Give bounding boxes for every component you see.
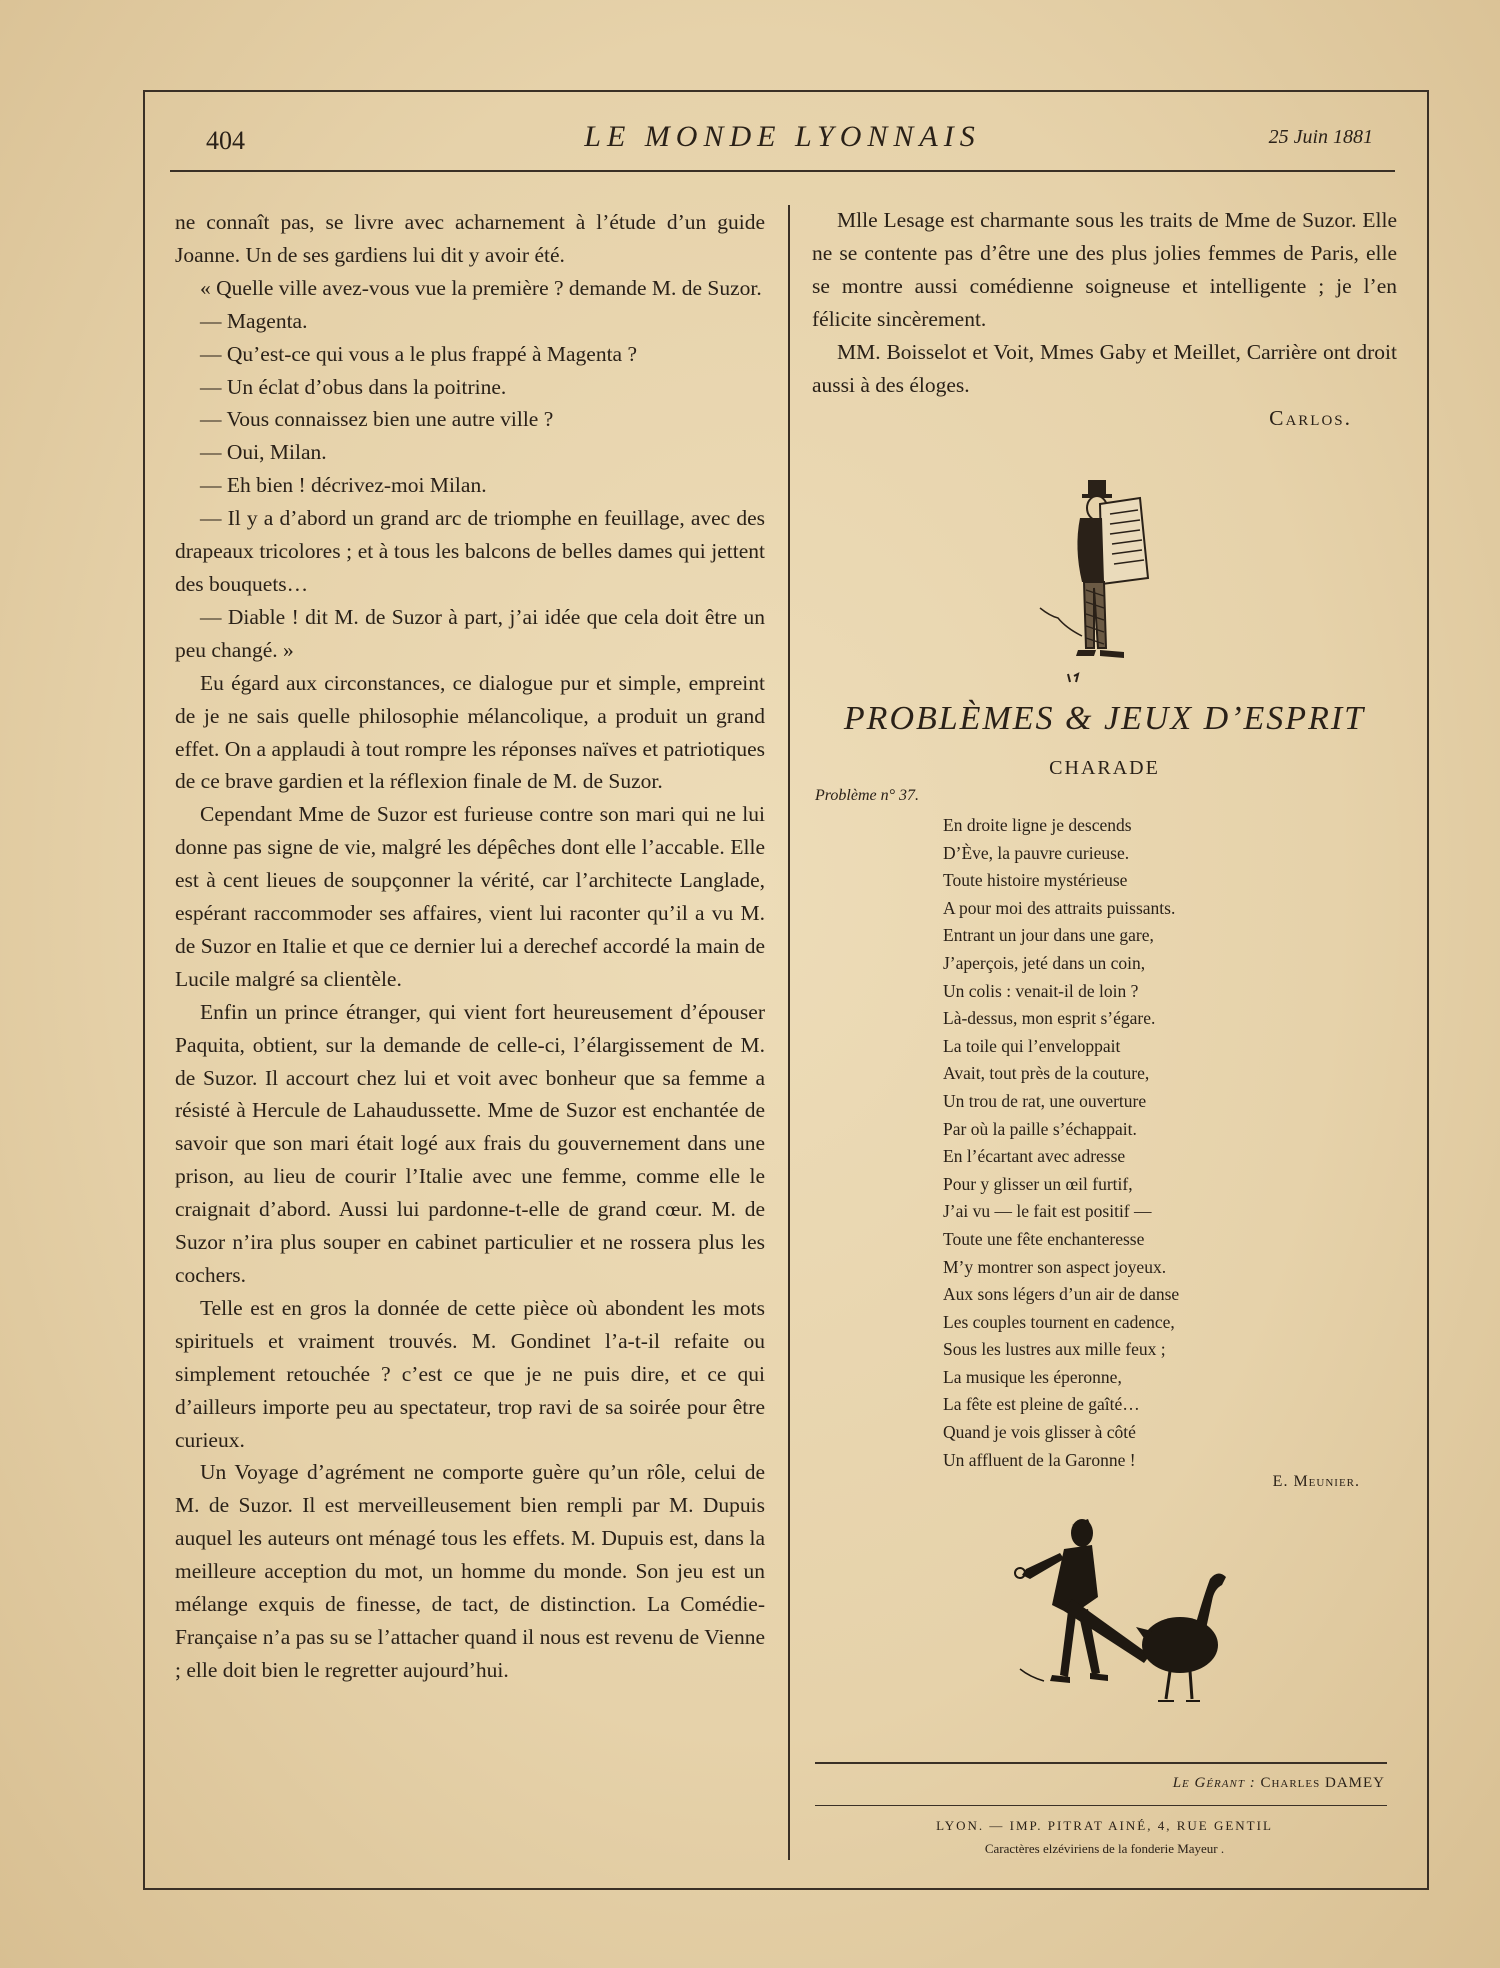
article-paragraph: — Oui, Milan. [200,440,327,465]
poem-line: Par où la paille s’échappait. [943,1118,1137,1139]
poem-line: Là-dessus, mon esprit s’égare. [943,1008,1156,1029]
footer-rule-thin [815,1805,1387,1806]
page-header [170,118,1395,172]
charade-title: CHARADE [1049,757,1160,779]
poem-line: Un affluent de la Garonne ! [943,1449,1136,1470]
poem-line: Quand je vois glisser à côté [943,1422,1136,1443]
column-divider [788,205,790,1860]
poem-line: A pour moi des attraits puissants. [943,897,1176,918]
footer-rule [815,1762,1387,1764]
problem-label: Problème n° 37. [815,787,920,804]
article-paragraph: Un Voyage d’agrément ne comporte guère qu’un rôle, celui de M. de Suzor. Il est merveilleusement bien rempli par M. Dupuis auquel les auteurs ont ménagé tous les effets. M. Dupuis est, dans la meilleure acception du mot, un homme du monde. Son jeu est un mélange exquis de finesse, de tact, de distinction. La Comédie-Française n’a pas su se l’attacher quand il nous est revenu de Vienne ; elle doit bien le regretter aujourd’hui. [175,1460,765,1682]
journal-title: LE MONDE LYONNAIS [584,120,981,153]
manager-credit [815,1775,1385,1792]
poem-line: D’Ève, la pauvre curieuse. [943,842,1130,863]
poem-line: La fête est pleine de gaîté… [943,1394,1140,1415]
issue-date: 25 Juin 1881 [1268,126,1373,148]
article-paragraph: — Vous connaissez bien une autre ville ? [200,407,554,432]
article-paragraph: — Qu’est-ce qui vous a le plus frappé à Magenta ? [200,341,638,366]
poem-line: En l’écartant avec adresse [943,1146,1126,1167]
article-paragraph: — Diable ! dit M. de Suzor à part, j’ai idée que cela doit être un peu changé. » [175,604,765,662]
poem-line: Toute histoire mystérieuse [943,870,1128,891]
poem-author: E. Meunier. [1272,1473,1360,1490]
charade-poem [943,812,1373,1474]
printer-imprint: LYON. — IMP. PITRAT AINÉ, 4, RUE GENTIL [936,1818,1273,1833]
left-column [175,206,765,1687]
review-paragraph: MM. Boisselot et Voit, Mmes Gaby et Meillet, Carrière ont droit aussi à des éloges. [812,340,1397,397]
manager-name: Charles DAMEY [1260,1775,1385,1791]
poem-line: Un trou de rat, une ouverture [943,1090,1147,1111]
page-number: 404 [206,126,245,155]
poem-line: Aux sons légers d’un air de danse [943,1284,1180,1305]
poem-line: Toute une fête enchanteresse [943,1228,1145,1249]
poem-line: En droite ligne je descends [943,815,1132,835]
typeface-credit: Caractères elzéviriens de la fonderie Mayeur . [984,1841,1225,1856]
poem-line: J’ai vu — le fait est positif — [943,1201,1152,1222]
man-and-turkey-silhouette [960,1515,1240,1745]
right-column [812,204,1397,435]
poem-line: Pour y glisser un œil furtif, [943,1173,1133,1194]
article-paragraph: Enfin un prince étranger, qui vient fort heureusement d’épouser Paquita, obtient, sur la demande de celle-ci, l’élargissement de M. de Suzor. Il accourt chez lui et voit avec bonheur que sa femme a résisté à Hercule de Lahaudussette. Mme de Suzor est enchantée de savoir que son mari était logé aux frais du gouvernement dans une prison, au lieu de courir l’Italie avec une femme, comme elle le craignait d’abord. Aussi lui pardonne-t-elle de grand cœur. M. de Suzor n’ira plus souper en cabinet particulier et ne rossera plus les cochers. [175,999,765,1287]
article-paragraph: Eu égard aux circonstances, ce dialogue pur et simple, empreint de je ne sais quelle philosophie mélancolique, a produit un grand effet. On a applaudi à tout rompre les réponses naïves et patriotiques de ce brave gardien et la réflexion finale de M. de Suzor. [175,670,765,794]
article-paragraph: — Il y a d’abord un grand arc de triomphe en feuillage, avec des drapeaux tricolores ; et à tous les balcons de belles dames qui jettent des bouquets… [175,506,765,596]
poem-line: La toile qui l’enveloppait [943,1035,1121,1056]
newspaper-reader-illustration [1030,478,1190,690]
article-paragraph: « Quelle ville avez-vous vue la première ? demande M. de Suzor. [200,275,762,300]
article-paragraph: — Un éclat d’obus dans la poitrine. [200,374,507,399]
review-signature: Carlos. [1269,406,1352,430]
poem-line: J’aperçois, jeté dans un coin, [943,952,1146,973]
article-paragraph: Cependant Mme de Suzor est furieuse contre son mari qui ne lui donne pas signe de vie, malgré les dépêches dont elle l’accable. Elle est à cent lieues de soupçonner la vérité, car l’architecte Langlade, espérant raccommoder ses affaires, vient lui raconter qu’il a vu M. de Suzor en Italie et que ce dernier lui a derechef accordé la main de Lucile malgré sa clientèle. [175,802,765,991]
article-paragraph: Telle est en gros la donnée de cette pièce où abondent les mots spirituels et vraiment trouvés. M. Gondinet l’a-t-il refaite ou simplement retouchée ? c’est ce que je ne puis dire, et ce qui d’ailleurs importe peu au spectateur, trop ravi de sa soirée pour être curieux. [175,1295,765,1452]
puzzles-section-title: PROBLÈMES & JEUX D’ESPRIT [843,700,1366,737]
poem-line: Entrant un jour dans une gare, [943,925,1154,946]
manager-label: Le Gérant : [1172,1775,1256,1791]
article-paragraph: — Eh bien ! décrivez-moi Milan. [200,473,487,498]
poem-line: Un colis : venait-il de loin ? [943,980,1139,1001]
poem-line: M’y montrer son aspect joyeux. [943,1256,1167,1277]
review-paragraph: Mlle Lesage est charmante sous les traits de Mme de Suzor. Elle ne se contente pas d’être une des plus jolies femmes de Paris, elle se montre aussi comédienne soigneuse et intelligente ; je l’en félicite sincèrement. [812,208,1397,331]
article-paragraph: — Magenta. [200,308,308,333]
poem-line: Avait, tout près de la couture, [943,1063,1150,1084]
poem-line: Sous les lustres aux mille feux ; [943,1339,1166,1360]
poem-line: Les couples tournent en cadence, [943,1311,1175,1332]
article-paragraph: ne connaît pas, se livre avec acharnement à l’étude d’un guide Joanne. Un de ses gardiens lui dit y avoir été. [175,210,765,267]
poem-line: La musique les éperonne, [943,1366,1122,1387]
